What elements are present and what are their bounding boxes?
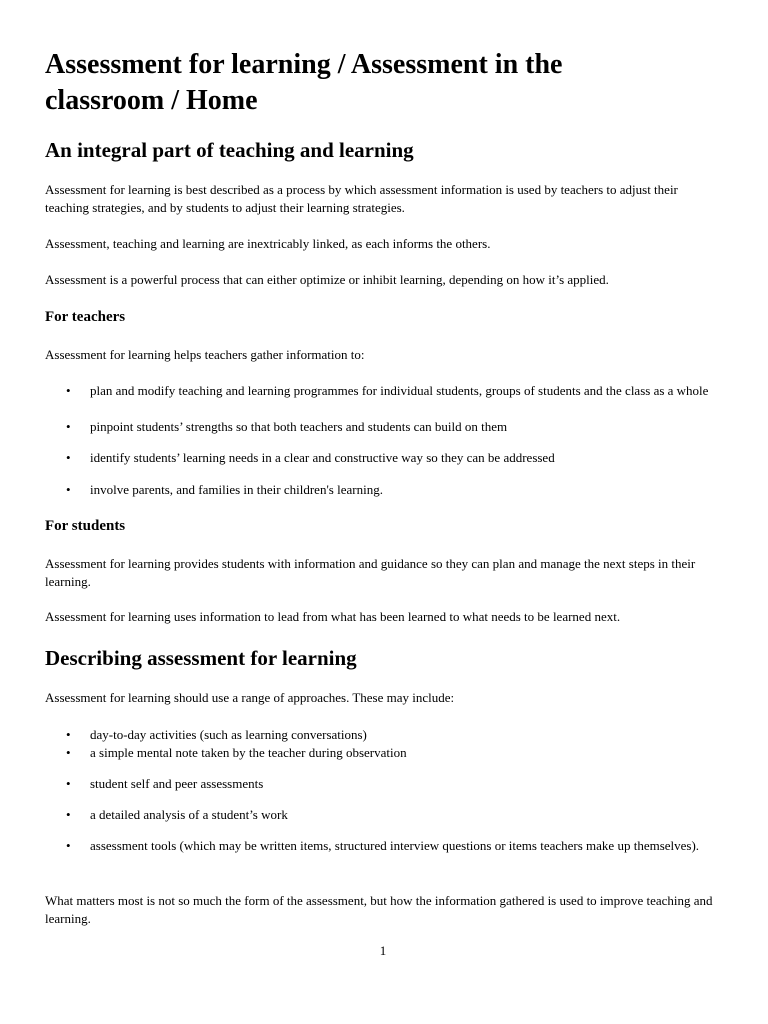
list-item: [45, 418, 721, 436]
page-title: Assessment for learning / Assessment in the classroom / Home: [45, 49, 563, 116]
subheading-for-students: For students: [45, 518, 126, 534]
bullet-icon: •: [66, 745, 71, 760]
bullet-icon: •: [66, 419, 71, 434]
list-item: [45, 481, 721, 499]
list-item-text: assessment tools (which may be written items, structured interview questions or items teachers make up themselves).: [90, 838, 700, 853]
list-item-text: identify students’ learning needs in a clear and constructive way so they can be addressed: [90, 450, 555, 465]
bullet-icon: •: [66, 383, 71, 398]
paragraph-definition: Assessment for learning is best described as a process by which assessment information is used by teachers to adjust their teaching strategies, and by students to adjust their learning strategies.: [45, 182, 678, 215]
bullet-icon: •: [66, 450, 71, 465]
list-item-text: plan and modify teaching and learning programmes for individual students, groups of students and the class as a whole: [90, 383, 709, 398]
list-item-text: involve parents, and families in their children's learning.: [90, 482, 383, 497]
bullet-icon: •: [66, 727, 71, 742]
paragraph-powerful-process: Assessment is a powerful process that can either optimize or inhibit learning, depending on how it’s applied.: [45, 272, 609, 287]
list-item-text: day-to-day activities (such as learning conversations): [90, 727, 367, 742]
list-item-text: pinpoint students’ strengths so that both teachers and students can build on them: [90, 419, 508, 434]
bullet-icon: •: [66, 807, 71, 822]
paragraph-students-next: Assessment for learning uses information to lead from what has been learned to what needs to be learned next.: [45, 609, 621, 624]
subheading-for-teachers: For teachers: [45, 309, 126, 325]
list-item: [45, 382, 721, 400]
list-item-text: a simple mental note taken by the teacher during observation: [90, 745, 407, 760]
paragraph-approaches-intro: Assessment for learning should use a range of approaches. These may include:: [45, 690, 455, 705]
section-heading-describing: Describing assessment for learning: [45, 646, 357, 670]
list-item: [45, 726, 721, 744]
paragraph-closing: What matters most is not so much the form of the assessment, but how the information gathered is used to improve teaching and learning.: [45, 893, 713, 926]
paragraph-teachers-intro: Assessment for learning helps teachers gather information to:: [45, 347, 365, 362]
list-item: [45, 806, 721, 824]
paragraph-linked: Assessment, teaching and learning are inextricably linked, as each informs the others.: [45, 236, 491, 251]
list-item: [45, 775, 721, 793]
bullet-icon: •: [66, 838, 71, 853]
list-item-text: a detailed analysis of a student’s work: [90, 807, 288, 822]
bullet-icon: •: [66, 776, 71, 791]
list-item: [45, 449, 721, 467]
list-item: [45, 837, 721, 855]
list-item-text: student self and peer assessments: [90, 776, 264, 791]
paragraph-students-guidance: Assessment for learning provides students with information and guidance so they can plan and manage the next steps in their learning.: [45, 556, 696, 589]
section-heading-integral-part: An integral part of teaching and learning: [45, 138, 414, 162]
bullet-icon: •: [66, 482, 71, 497]
list-item: [45, 744, 721, 762]
page-number: 1: [379, 943, 387, 958]
